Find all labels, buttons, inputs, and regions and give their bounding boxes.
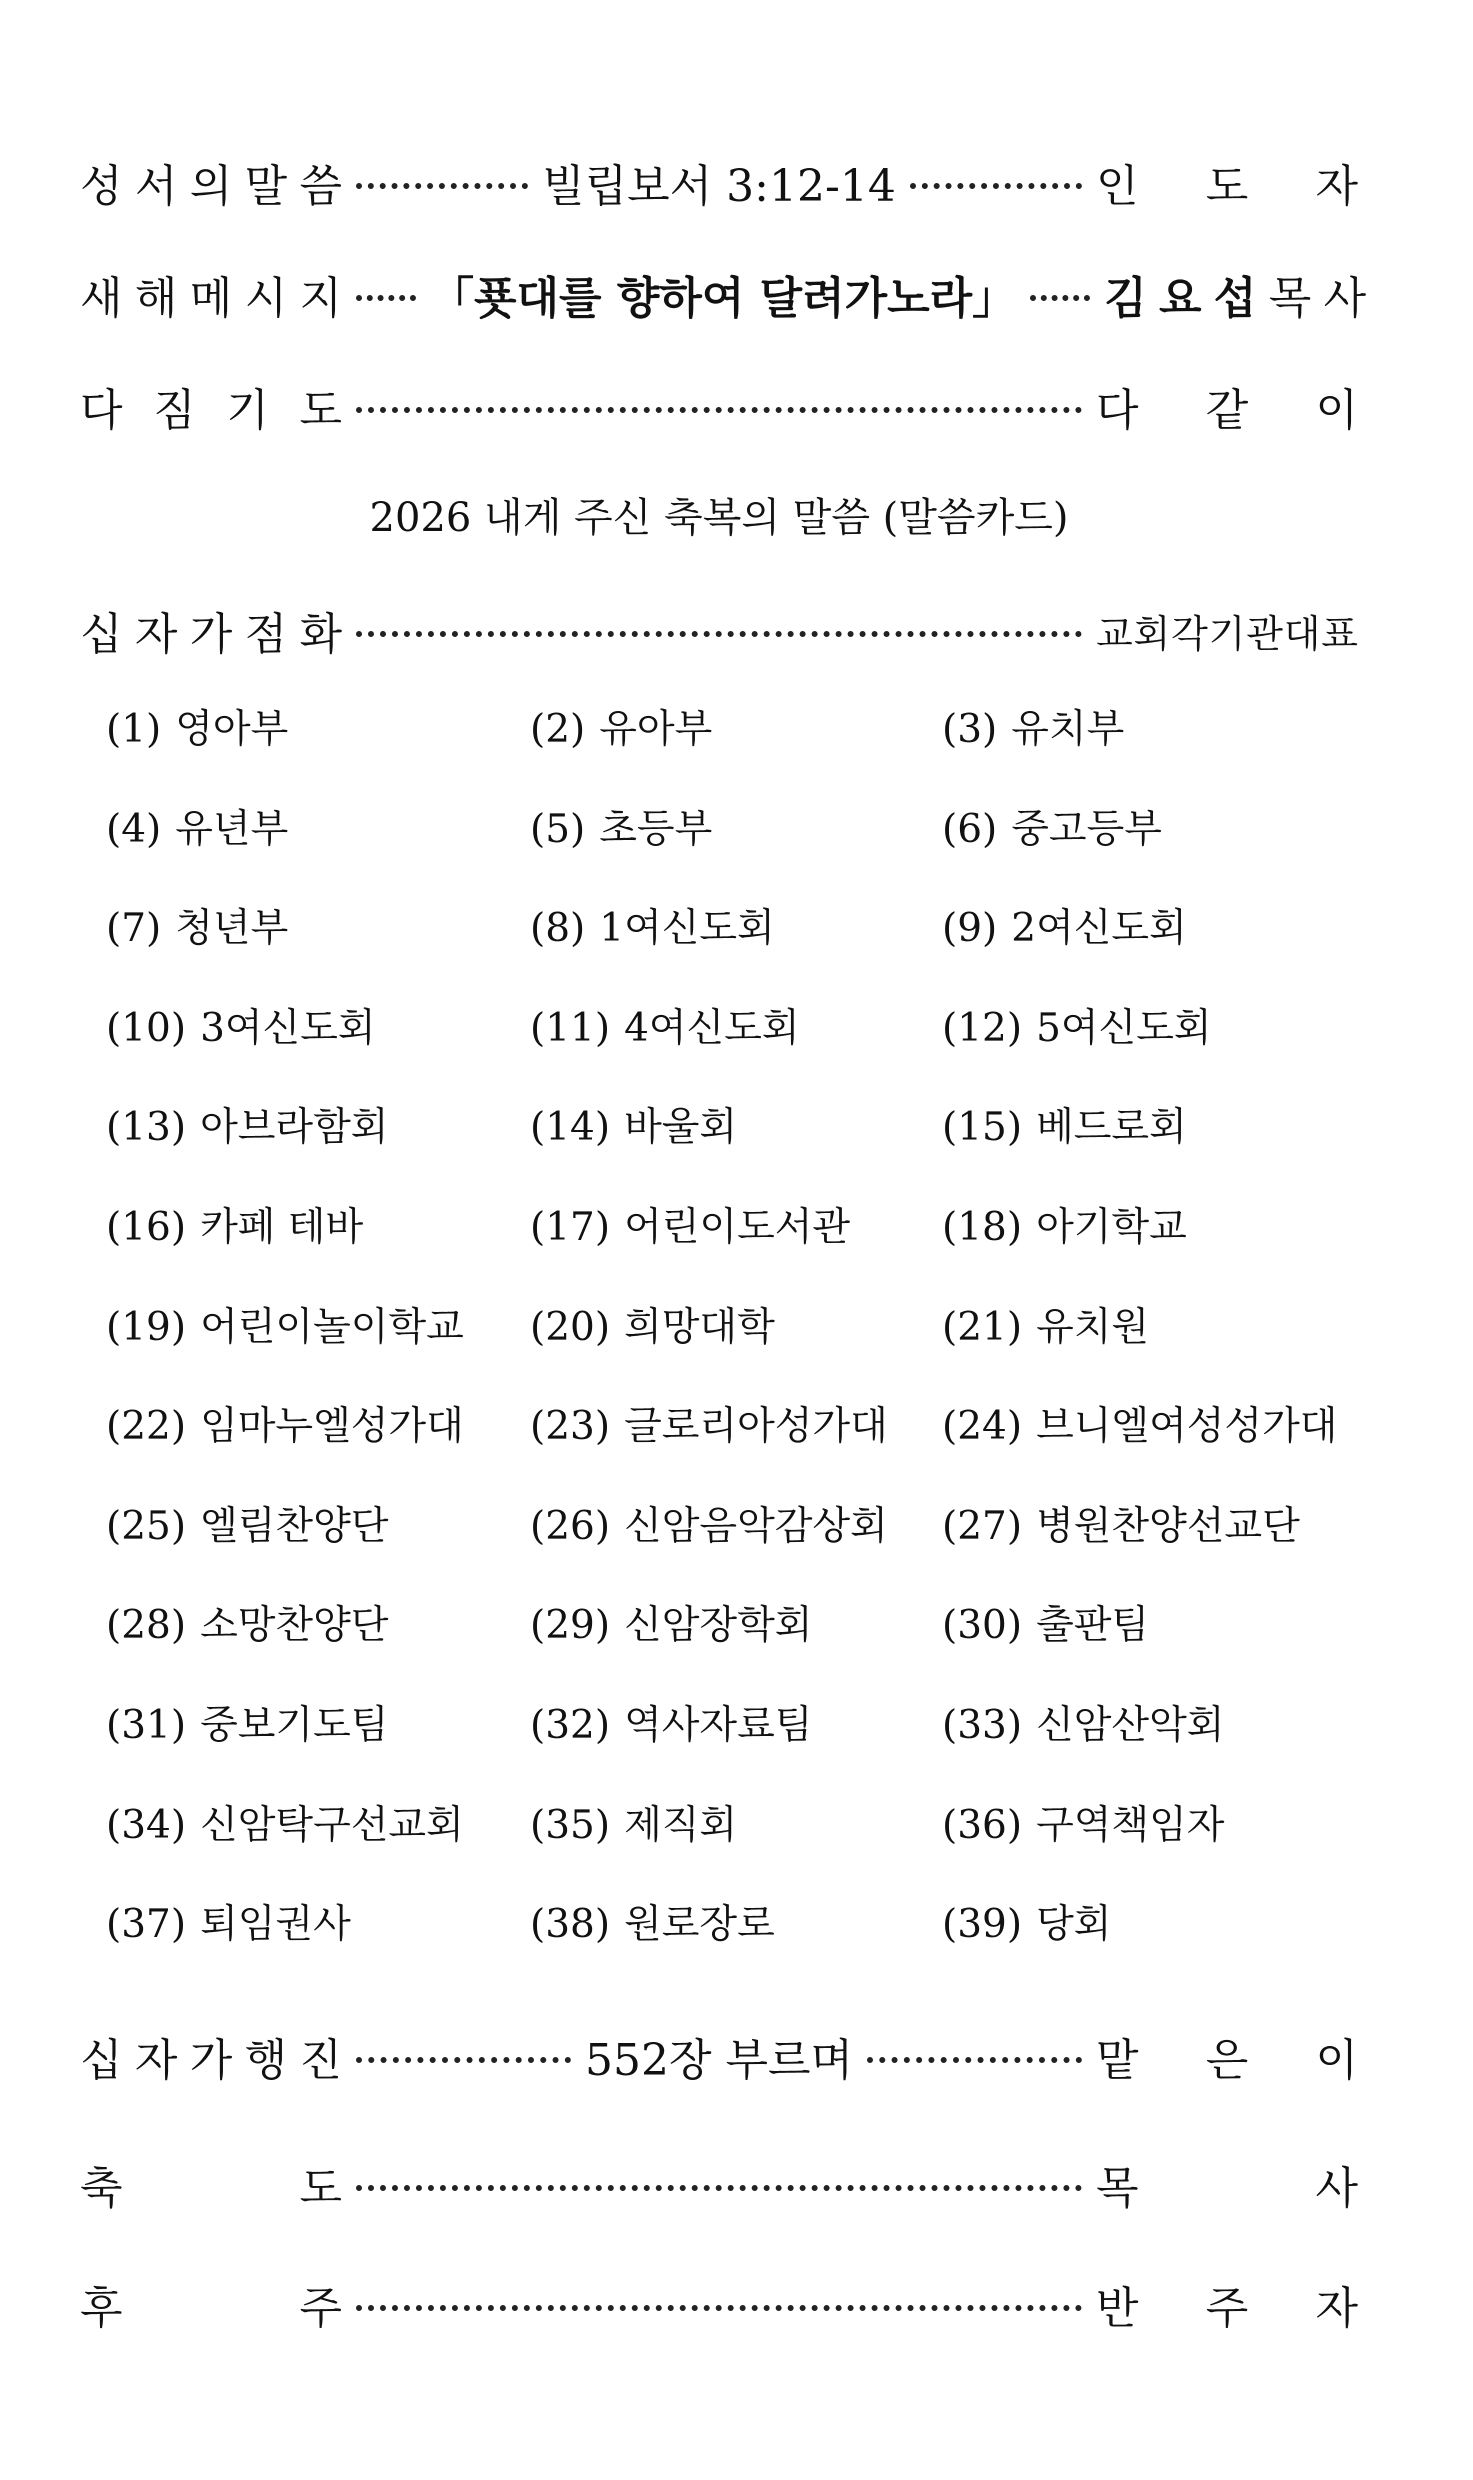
organization-name: 병원찬양선교단 <box>1036 1503 1300 1549</box>
organization-name: 청년부 <box>175 906 289 952</box>
organization-number: (1) <box>106 707 162 752</box>
hymn-text: 552장 부르며 <box>585 2035 853 2086</box>
organization-number: (36) <box>942 1802 1023 1848</box>
organization-item <box>530 1596 812 1656</box>
organization-number: (13) <box>106 1105 187 1151</box>
organization-number: (4) <box>106 806 162 852</box>
organization-item <box>942 700 1124 760</box>
organization-item <box>530 800 712 860</box>
organization-name: 구역책임자 <box>1036 1802 1225 1848</box>
row-right-text: 반 주 자 <box>1096 2283 1358 2334</box>
service-row-procession <box>80 2024 1358 2088</box>
organization-item <box>530 1895 775 1955</box>
row-label: 성 서 의 말 씀 <box>80 161 342 212</box>
organization-item <box>942 800 1162 860</box>
row-label: 새 해 메 시 지 <box>80 273 342 324</box>
organization-item <box>530 1796 737 1856</box>
leader-dots <box>356 631 1082 637</box>
organization-name: 3여신도회 <box>200 1005 376 1051</box>
organization-number: (19) <box>106 1304 187 1350</box>
leader-dots <box>356 295 416 301</box>
organization-item <box>530 1098 737 1158</box>
organization-item <box>106 1895 351 1955</box>
organization-item <box>106 1696 388 1756</box>
organization-item <box>942 1696 1224 1756</box>
organization-name: 글로리아성가대 <box>624 1404 888 1450</box>
organization-number: (18) <box>942 1205 1023 1250</box>
row-label: 십 자 가 행 진 <box>80 2035 342 2086</box>
row-middle-text: 빌립보서 3:12-14 <box>542 161 896 212</box>
organization-number: (15) <box>942 1105 1023 1151</box>
organization-number: (17) <box>530 1205 611 1250</box>
organization-item <box>106 1596 388 1656</box>
organization-name: 유치원 <box>1036 1304 1150 1350</box>
organization-number: (22) <box>106 1404 187 1450</box>
organization-name: 어린이도서관 <box>624 1205 851 1250</box>
organization-name: 5여신도회 <box>1036 1005 1212 1051</box>
organization-name: 소망찬양단 <box>200 1603 389 1649</box>
organization-number: (29) <box>530 1603 611 1649</box>
organization-item <box>942 1796 1224 1856</box>
organization-number: (14) <box>530 1105 611 1151</box>
leader-dots <box>356 2185 1082 2191</box>
organization-number: (37) <box>106 1902 187 1948</box>
organization-name: 영아부 <box>175 707 289 752</box>
row-right-text: 교 회 각 기 관 대 표 <box>1096 611 1358 656</box>
organization-number: (9) <box>942 906 998 952</box>
organization-name: 1여신도회 <box>599 906 775 952</box>
organization-item <box>530 1298 775 1358</box>
leader-dots <box>356 407 1082 413</box>
organization-number: (31) <box>106 1703 187 1748</box>
organization-number: (10) <box>106 1005 187 1051</box>
organization-number: (3) <box>942 707 998 752</box>
organization-name: 신암탁구선교회 <box>200 1802 464 1848</box>
organization-name: 브니엘여성성가대 <box>1036 1404 1338 1450</box>
organization-name: 베드로회 <box>1036 1105 1187 1151</box>
organization-name: 어린이놀이학교 <box>200 1304 464 1350</box>
organization-name: 중보기도팀 <box>200 1703 389 1748</box>
organization-item <box>106 1098 388 1158</box>
organization-name: 초등부 <box>599 806 713 852</box>
organization-name: 신암산악회 <box>1036 1703 1225 1748</box>
organization-item <box>942 999 1212 1059</box>
organization-item <box>106 999 376 1059</box>
organization-item <box>530 899 775 959</box>
leader-dots <box>356 2305 1082 2311</box>
organization-number: (28) <box>106 1603 187 1649</box>
organization-item <box>106 1497 388 1557</box>
row-right-text: 목 사 <box>1096 2163 1358 2214</box>
organization-name: 엘림찬양단 <box>200 1503 389 1549</box>
organization-item <box>106 899 288 959</box>
service-row-postlude <box>80 2272 1358 2336</box>
organization-item <box>106 800 288 860</box>
organization-number: (12) <box>942 1005 1023 1051</box>
service-row-new-year-message <box>80 262 1367 326</box>
organization-number: (38) <box>530 1902 611 1948</box>
organization-number: (30) <box>942 1603 1023 1649</box>
organization-number: (16) <box>106 1205 187 1250</box>
service-row-cross-lighting <box>80 598 1358 662</box>
organization-name: 아브라함회 <box>200 1105 389 1151</box>
leader-dots <box>867 2057 1082 2063</box>
organization-item <box>106 1397 464 1457</box>
organization-number: (25) <box>106 1503 187 1549</box>
organization-name: 원로장로 <box>624 1902 775 1948</box>
organization-number: (23) <box>530 1404 611 1450</box>
organization-name: 퇴임권사 <box>200 1902 351 1948</box>
organization-number: (11) <box>530 1005 611 1051</box>
organization-number: (27) <box>942 1503 1023 1549</box>
service-row-benediction <box>80 2152 1358 2216</box>
organization-name: 아기학교 <box>1036 1205 1187 1250</box>
organization-name: 당회 <box>1036 1902 1112 1948</box>
organization-number: (33) <box>942 1703 1023 1748</box>
row-label: 다 짐 기 도 <box>80 385 342 436</box>
organization-number: (34) <box>106 1802 187 1848</box>
organization-number: (32) <box>530 1703 611 1748</box>
row-right-text: 인 도 자 <box>1096 161 1358 212</box>
leader-dots <box>356 183 528 189</box>
row-right-text: 다 같 이 <box>1096 385 1358 436</box>
service-row-prayer <box>80 374 1358 438</box>
leader-dots <box>356 2057 571 2063</box>
organization-item <box>106 1298 464 1358</box>
organization-item <box>942 1298 1149 1358</box>
organization-item <box>942 1098 1187 1158</box>
row-right-text: 김 요 섭 목 사 <box>1104 273 1367 324</box>
organization-item <box>530 1397 888 1457</box>
row-label: 후 주 <box>80 2283 342 2334</box>
organization-item <box>530 1696 812 1756</box>
row-right-text: 맡 은 이 <box>1096 2035 1358 2086</box>
organization-item <box>942 1596 1149 1656</box>
organization-item <box>942 1895 1111 1955</box>
organization-item <box>106 1198 363 1258</box>
organization-item <box>106 1796 464 1856</box>
organization-item <box>530 700 712 760</box>
row-label: 축 도 <box>80 2163 342 2214</box>
organization-number: (5) <box>530 806 586 852</box>
organization-number: (8) <box>530 906 586 952</box>
organization-item <box>530 1198 850 1258</box>
organization-item <box>942 1198 1187 1258</box>
organization-name: 유년부 <box>175 806 289 852</box>
organization-number: (39) <box>942 1902 1023 1948</box>
organization-number: (26) <box>530 1503 611 1549</box>
organization-number: (21) <box>942 1304 1023 1350</box>
organization-name: 역사자료팀 <box>624 1703 813 1748</box>
organization-name: 2여신도회 <box>1011 906 1187 952</box>
service-row-scripture <box>80 150 1358 214</box>
organization-number: (6) <box>942 806 998 852</box>
organization-item <box>106 700 288 760</box>
organization-number: (20) <box>530 1304 611 1350</box>
organization-number: (35) <box>530 1802 611 1848</box>
organization-name: 유아부 <box>599 707 713 752</box>
organization-item <box>530 1497 888 1557</box>
organization-name: 임마누엘성가대 <box>200 1404 464 1450</box>
organization-item <box>942 899 1187 959</box>
scripture-card-heading: 2026 내게 주신 축복의 말씀 (말씀카드) <box>369 495 1069 541</box>
organization-number: (7) <box>106 906 162 952</box>
organization-name: 신암장학회 <box>624 1603 813 1649</box>
organization-name: 희망대학 <box>624 1304 775 1350</box>
organization-name: 제직회 <box>624 1802 738 1848</box>
organization-name: 유치부 <box>1011 707 1125 752</box>
organization-number: (2) <box>530 707 586 752</box>
organization-name: 중고등부 <box>1011 806 1162 852</box>
organization-number: (24) <box>942 1404 1023 1450</box>
organization-item <box>530 999 800 1059</box>
sermon-title: 「푯대를 향하여 달려가노라」 <box>430 273 1017 324</box>
row-label: 십 자 가 점 화 <box>80 609 342 660</box>
organization-name: 출판팀 <box>1036 1603 1150 1649</box>
leader-dots <box>1030 295 1090 301</box>
organization-name: 4여신도회 <box>624 1005 800 1051</box>
organization-item <box>942 1497 1300 1557</box>
organization-name: 바울회 <box>624 1105 738 1151</box>
organization-name: 신암음악감상회 <box>624 1503 888 1549</box>
organization-name: 카페 테바 <box>200 1205 364 1250</box>
organization-item <box>942 1397 1337 1457</box>
leader-dots <box>910 183 1082 189</box>
